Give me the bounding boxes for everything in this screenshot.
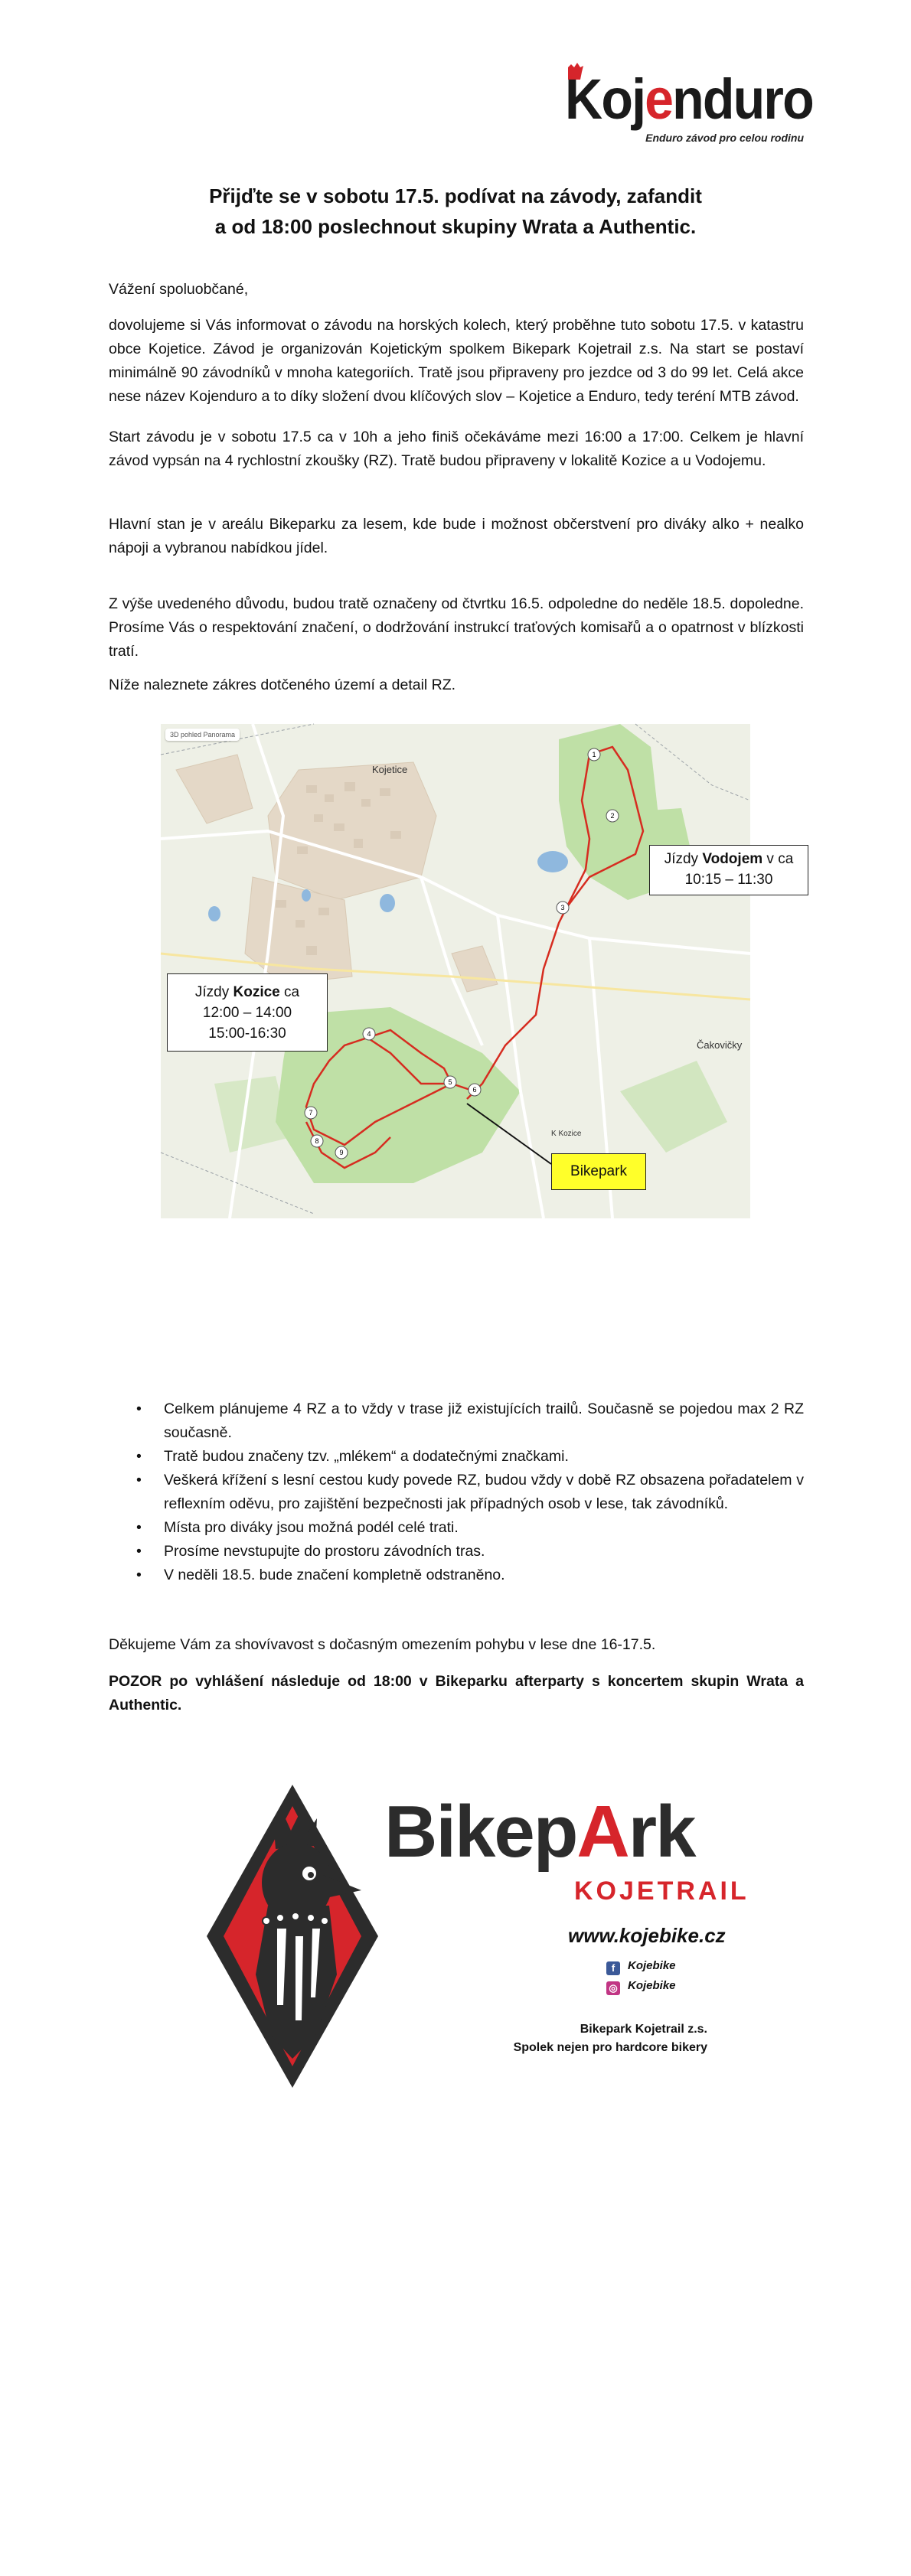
svg-text:7: 7 [309,1109,313,1117]
headline-line-2: a od 18:00 poslechnout skupiny Wrata a Authentic. [214,215,697,238]
list-item: • Celkem plánujeme 4 RZ a to vždy v trase již existujících trailů. Současně se pojedou max 2 RZ současně. [109,1397,804,1445]
map-controls[interactable]: 3D pohled Panorama [165,729,240,741]
map-label-cakovicky: Čakovičky [697,1039,743,1051]
bikepark-kojetrail-logo [201,1775,749,2097]
thanks-paragraph: Děkujeme Vám za shovívavost s dočasným omezením pohybu v lese dne 16-17.5. [109,1636,656,1653]
list-item: • Místa pro diváky jsou možná podél celé trati. [109,1516,804,1540]
list-item: • Veškerá křížení s lesní cestou kudy povede RZ, budou vždy v době RZ obsazena pořadatelem v reflexním oděvu, pro zajištění bezpečnosti jak případných osob v lese, tak závodníků. [109,1469,804,1516]
list-item: • Tratě budou značeny tzv. „mlékem“ a dodatečnými značkami. [109,1445,804,1469]
svg-text:6: 6 [472,1086,477,1094]
map-label-kozice: K Kozice [551,1130,582,1138]
facebook-link[interactable]: f Kojebike [606,1959,676,1975]
paragraph-intro: dovolujeme si Vás informovat o závodu na horských kolech, který proběhne tuto sobotu 17.5. v katastru obce Kojetice. Závod je organizován Kojetickým spolkem Bikepark Kojetrail z.s. Na start se postaví minimálně 90 závodníků v mnoha kategoriích. Tratě jsou připraveny pro jezdce od 3 do 99 let. Celá akce nese název Kojenduro a to díky složení dvou klíčových slov – Kojetice a Enduro, tedy teréní MTB závod. [109,317,804,405]
svg-text:8: 8 [315,1137,319,1145]
logo-tagline: Enduro závod pro celou rodinu [645,132,804,144]
instagram-link[interactable]: ◎ Kojebike [606,1979,676,1995]
svg-text:1: 1 [592,751,596,758]
map-label-kojetice: Kojetice [372,764,408,775]
svg-text:2: 2 [610,812,615,820]
greeting: Vážení spoluobčané, [109,281,249,298]
list-item: • Prosíme nevstupujte do prostoru závodních tras. [109,1540,804,1564]
paragraph-schedule: Start závodu je v sobotu 17.5 ca v 10h a jeho finiš očekáváme mezi 16:00 a 17:00. Celkem je hlavní závod vypsán na 4 rychlostní zkoušky (RZ). Tratě budou připraveny v lokalitě Kozice a u Vodojemu. [109,429,804,469]
route-map [161,724,794,1218]
organization-name: Bikepark Kojetrail z.s. Spolek nejen pro hardcore bikery [513,2023,707,2054]
paragraph-map-intro: Níže naleznete zákres dotčeného území a detail RZ. [109,677,456,693]
svg-text:3: 3 [560,904,565,911]
rooster-diamond-icon [201,1775,384,2097]
callout-bikepark: Bikepark [551,1153,646,1190]
page-headline [107,181,804,242]
callout-vodojem: Jízdy Vodojem v ca 10:15 – 11:30 [649,845,808,895]
kojetrail-subtitle: KOJETRAIL [574,1877,749,1906]
afterparty-notice: POZOR po vyhlášení následuje od 18:00 v Bikeparku afterparty s koncertem skupin Wrata a Authentic. [109,1673,804,1714]
callout-kozice: Jízdy Kozice ca 12:00 – 14:00 15:00-16:30 [167,973,328,1052]
kojenduro-wordmark: Kojenduro [565,67,813,131]
svg-text:9: 9 [339,1149,344,1156]
instagram-icon: ◎ [606,1981,620,1995]
svg-text:4: 4 [367,1030,371,1038]
paragraph-main-tent: Hlavní stan je v areálu Bikeparku za lesem, kde bude i možnost občerstvení pro diváky alko + nealko nápoji a vybranou nabídkou jídel. [109,516,804,556]
facebook-icon: f [606,1961,620,1975]
map-drawing [161,724,750,1218]
svg-text:5: 5 [448,1078,452,1086]
paragraph-marking: Z výše uvedeného důvodu, budou tratě označeny od čtvrtku 16.5. odpoledne do neděle 18.5. dopoledne. Prosíme Vás o respektování značení, o dodržování instrukcí traťových komisařů a o opatrnost v blízkosti tratí. [109,595,804,660]
headline-line-1: Přijďte se v sobotu 17.5. podívat na závody, zafandit [209,184,702,207]
kojenduro-logo [557,61,813,147]
list-item: • V neděli 18.5. bude značení kompletně odstraněno. [109,1564,804,1587]
bikepark-wordmark: BikepArk [384,1791,695,1873]
info-bullet-list [109,1397,804,1587]
website-link[interactable]: www.kojebike.cz [568,1924,726,1947]
